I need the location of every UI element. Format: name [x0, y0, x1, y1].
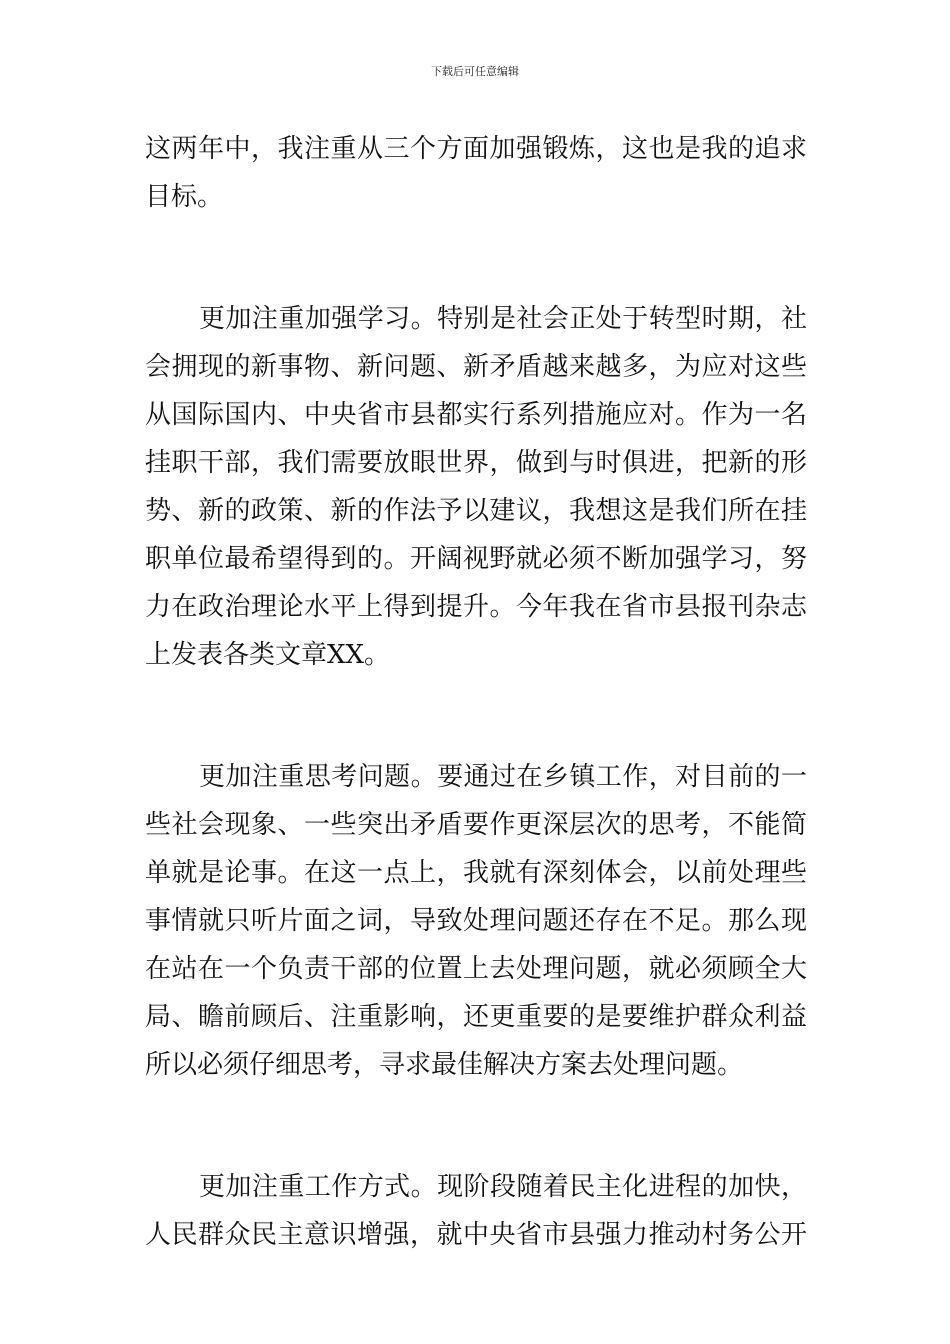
- text-line: 挂职干部，我们需要放眼世界，做到与时俱进，把新的形: [145, 448, 807, 478]
- paragraph-2: [145, 295, 807, 679]
- text-line: 力在政治理论水平上得到提升。今年我在省市县报刊杂志: [145, 592, 807, 622]
- text-line: 更加注重工作方式。现阶段随着民主化进程的加快，: [199, 1172, 807, 1202]
- text-line: 单就是论事。在这一点上，我就有深刻体会，以前处理些: [145, 858, 807, 888]
- text-line: 事情就只听片面之词，导致处理问题还存在不足。那么现: [145, 906, 807, 936]
- text-line: 势、新的政策、新的作法予以建议，我想这是我们所在挂: [145, 496, 807, 526]
- text-line: 更加注重思考问题。要通过在乡镇工作，对目前的一: [199, 762, 807, 792]
- text-line: 会拥现的新事物、新问题、新矛盾越来越多，为应对这些: [145, 352, 807, 382]
- paragraph-4: [145, 1163, 807, 1259]
- text-line: 更加注重加强学习。特别是社会正处于转型时期，社: [199, 304, 807, 334]
- text-line: 在站在一个负责干部的位置上去处理问题，就必须顾全大: [145, 954, 807, 984]
- text-line: 从国际国内、中央省市县都实行系列措施应对。作为一名: [145, 400, 807, 430]
- text-line: 目标。: [145, 182, 224, 212]
- text-line: 这两年中，我注重从三个方面加强锻炼，这也是我的追求: [145, 134, 807, 164]
- text-line: 人民群众民主意识增强，就中央省市县强力推动村务公开: [145, 1220, 807, 1250]
- header-note: 下载后可任意编辑: [431, 65, 519, 78]
- text-line: 所以必须仔细思考，寻求最佳解决方案去处理问题。: [145, 1050, 744, 1080]
- document-body: [145, 125, 807, 1259]
- text-line: 职单位最希望得到的。开阔视野就必须不断加强学习，努: [145, 544, 807, 574]
- text-line: 些社会现象、一些突出矛盾要作更深层次的思考，不能简: [145, 810, 807, 840]
- text-line: 局、瞻前顾后、注重影响，还更重要的是要维护群众利益: [145, 1002, 807, 1032]
- text-line: 上发表各类文章XX。: [145, 640, 391, 670]
- paragraph-3: [145, 753, 807, 1089]
- paragraph-1: [145, 125, 807, 221]
